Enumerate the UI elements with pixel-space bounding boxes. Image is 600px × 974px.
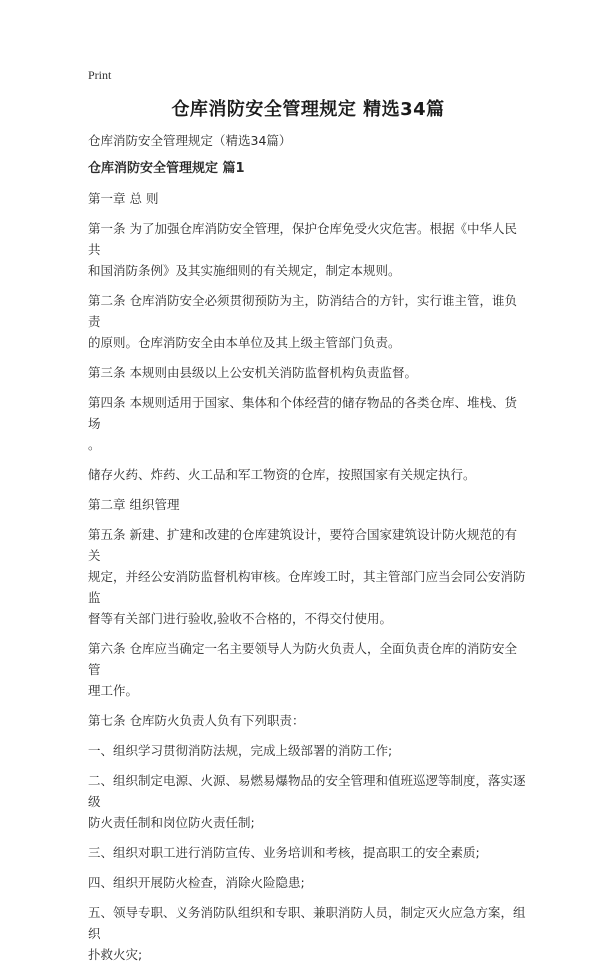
chapter-heading: 第一章 总 则 (88, 191, 159, 206)
article-paragraph: 储存火药、炸药、火工品和军工物资的仓库，按照国家有关规定执行。 (88, 467, 476, 482)
list-item: 三、组织对职工进行消防宣传、业务培训和考核，提高职工的安全素质; (88, 845, 480, 860)
list-item: 一、组织学习贯彻消防法规，完成上级部署的消防工作; (88, 743, 393, 758)
article-paragraph: 第七条 仓库防火负责人负有下列职责： (88, 713, 305, 728)
doc-subtitle: 仓库消防安全管理规定（精选34篇） (88, 133, 292, 148)
chapter-heading: 第二章 组织管理 (88, 497, 180, 512)
list-item: 四、组织开展防火检查，消除火险隐患; (88, 875, 305, 890)
article-paragraph: 第二条 仓库消防安全必须贯彻预防为主，防消结合的方针，实行谁主管，谁负责 的原则。仓库消防安全由本单位及其上级主管部门负责。 (88, 293, 517, 350)
list-item: 二、组织制定电源、火源、易燃易爆物品的安全管理和值班巡逻等制度，落实逐级 防火责任制和岗位防火责任制; (88, 773, 526, 830)
list-item: 五、领导专职、义务消防队组织和专职、兼职消防人员，制定灭火应急方案，组织 扑救火灾; (88, 905, 526, 962)
section-heading: 仓库消防安全管理规定 篇1 (88, 161, 245, 176)
article-paragraph: 第一条 为了加强仓库消防安全管理，保护仓库免受火灾危害。根据《中华人民共 和国消防条例》及其实施细则的有关规定，制定本规则。 (88, 221, 517, 278)
article-paragraph: 第四条 本规则适用于国家、集体和个体经营的储存物品的各类仓库、堆栈、货场 。 (88, 395, 517, 452)
article-paragraph: 第三条 本规则由县级以上公安机关消防监督机构负责监督。 (88, 365, 417, 380)
page-title: 仓库消防安全管理规定 精选34篇 (171, 99, 445, 120)
article-paragraph: 第五条 新建、扩建和改建的仓库建筑设计，要符合国家建筑设计防火规范的有关 规定，并经公安消防监督机构审核。仓库竣工时，其主管部门应当会同公安消防监 督等有关部门进行验收,验收不合格的，不得交付使用。 (88, 527, 526, 626)
article-paragraph: 第六条 仓库应当确定一名主要领导人为防火负责人，全面负责仓库的消防安全管 理工作。 (88, 641, 517, 698)
document-body (88, 130, 528, 974)
print-link[interactable]: Print (88, 68, 112, 82)
